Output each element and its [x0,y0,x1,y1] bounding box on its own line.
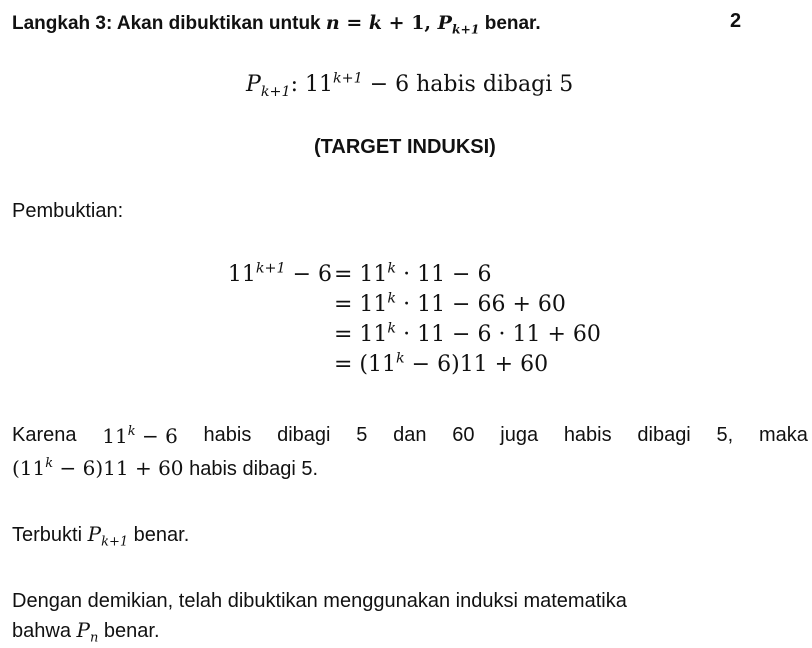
rhs-pre: = 11 [334,262,388,287]
word: maka [758,424,808,446]
proven-line [12,522,190,550]
lhs-sup: k+1 [255,260,286,277]
text: benar. [128,524,190,546]
rhs-sup: k [387,320,397,337]
word: habis [563,424,612,446]
conclusion-line-1: Dengan demikian, telah dibuktikan menggunakan induksi matematika [12,590,627,612]
equation-line [0,262,812,292]
equation-rhs [334,322,601,347]
conclusion-line-2 [12,618,160,646]
text: benar. [98,620,160,642]
sup: k [127,424,136,440]
rhs-sup: k [387,290,397,307]
induction-statement [246,70,574,100]
rhs-sup: k [396,350,405,367]
word: juga [500,424,539,446]
math-P: P [87,522,102,546]
math-P: P [76,618,90,642]
target-label: (TARGET INDUKSI) [314,136,496,158]
lhs-rest: − 6 [285,262,332,287]
equation-rhs [334,292,566,317]
because-line-1 [12,424,808,448]
step-heading [12,12,541,35]
math-P: P [437,12,452,34]
equation-line [0,292,812,322]
equation-line [0,352,812,382]
equation-lhs [220,262,332,287]
math-k: k [368,12,383,34]
equation-rhs [334,352,548,377]
math-pre: (11 [12,456,46,480]
stmt-sup: k+1 [332,70,363,87]
math-sub: k+1 [451,21,480,37]
word: dibagi [637,424,691,446]
page-number: 2 [730,10,742,32]
word: 5 [356,424,368,446]
text: bahwa [12,620,77,642]
math-eq: = [339,12,369,34]
rest: − 6 [135,424,178,448]
heading-suffix: benar. [479,13,541,34]
base: 11 [102,424,128,448]
text: Terbukti [12,524,88,546]
word: Karena [12,424,77,446]
word: dan [393,424,427,446]
rhs-post: − 6)11 + 60 [404,352,549,377]
proof-label: Pembuktian: [12,200,124,222]
equation-rhs [334,262,491,287]
word: 5, [716,424,734,446]
math-rest: − 6)11 + 60 [53,456,184,480]
word: 60 [452,424,475,446]
stmt-rest: − 6 habis dibagi 5 [362,72,574,97]
math-sup: k [45,456,54,472]
rhs-post: · 11 − 66 + 60 [396,292,566,317]
rhs-pre: = 11 [334,292,388,317]
rhs-pre: = 11 [334,322,388,347]
word: habis [203,424,252,446]
stmt-P: P [246,72,261,97]
heading-text: Langkah 3: Akan dibuktikan untuk [12,13,326,34]
math-n: n [325,12,340,34]
rhs-post: · 11 − 6 [396,262,492,287]
rhs-post: · 11 − 6 · 11 + 60 [396,322,601,347]
word: dibagi [277,424,331,446]
stmt-sub: k+1 [260,84,291,100]
because-line-2 [12,456,318,481]
text: habis dibagi 5. [183,458,319,480]
math-sub: n [89,630,99,646]
rhs-sup: k [387,260,397,277]
rhs-pre: = (11 [334,352,397,377]
math-plus1: + 1, [382,12,438,34]
math-sub: k+1 [101,534,129,550]
math-term [102,424,178,448]
equation-line [0,322,812,352]
stmt-base: : 11 [290,72,333,97]
lhs-base: 11 [227,262,256,287]
